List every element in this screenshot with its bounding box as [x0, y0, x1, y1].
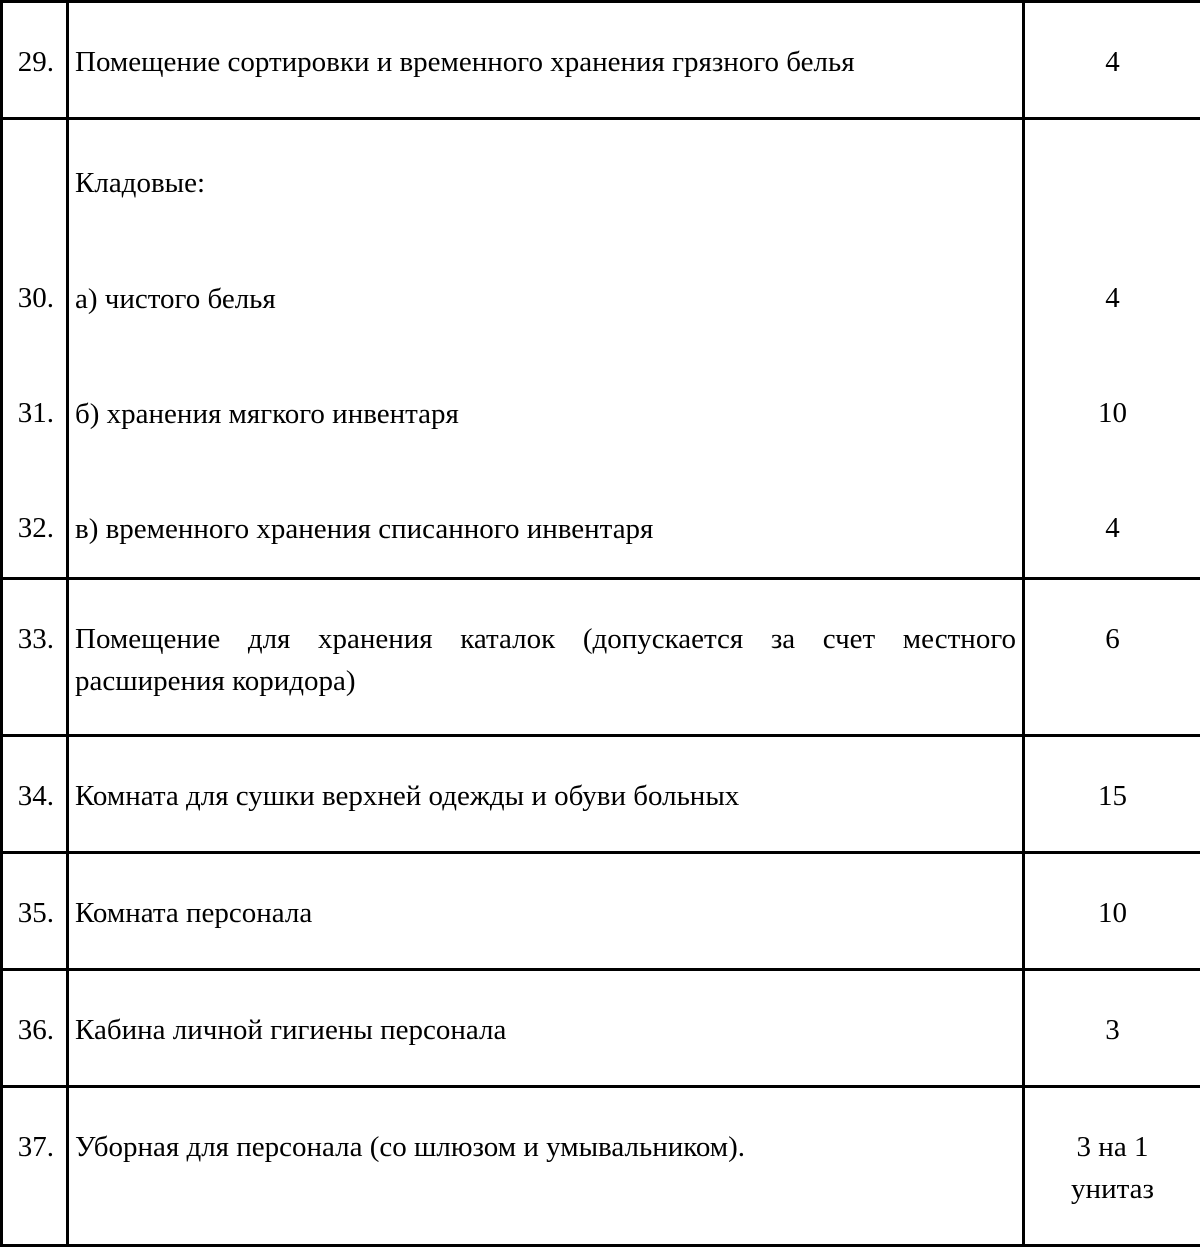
room-area: 15 [1024, 736, 1200, 853]
table-row [2, 736, 1200, 853]
room-name: в) временного хранения списанного инвентаря [75, 508, 1016, 550]
table-row [2, 853, 1200, 970]
room-name: Помещение для хранения каталок (допускается за счет местного расширения коридора) [68, 579, 1024, 736]
room-names [68, 119, 1024, 579]
row-numbers [2, 119, 68, 579]
row-number: 29. [2, 2, 68, 119]
room-area: 3 [1024, 970, 1200, 1087]
room-area: 4 [1025, 277, 1200, 319]
room-name: а) чистого белья [75, 278, 1016, 320]
row-number: 36. [2, 970, 68, 1087]
row-number: 34. [2, 736, 68, 853]
room-areas [1024, 119, 1200, 579]
row-number: 33. [2, 579, 68, 736]
room-area: 3 на 1 унитаз [1024, 1087, 1200, 1246]
row-number: 35. [2, 853, 68, 970]
room-name: Уборная для персонала (со шлюзом и умывальником). [68, 1087, 1024, 1246]
room-area: 4 [1024, 2, 1200, 119]
table-row [2, 1087, 1200, 1246]
room-name: Комната персонала [68, 853, 1024, 970]
room-name: Комната для сушки верхней одежды и обуви больных [68, 736, 1024, 853]
row-number: 32. [3, 507, 54, 549]
table-row [2, 579, 1200, 736]
row-number: 31. [3, 392, 54, 434]
room-area: 6 [1024, 579, 1200, 736]
row-number: 37. [2, 1087, 68, 1246]
room-area: 10 [1025, 392, 1200, 434]
room-name: Помещение сортировки и временного хранения грязного белья [68, 2, 1024, 119]
table-row [2, 2, 1200, 119]
room-name: б) хранения мягкого инвентаря [75, 393, 1016, 435]
row-number: 30. [3, 277, 54, 319]
room-name: Кабина личной гигиены персонала [68, 970, 1024, 1087]
group-header: Кладовые: [75, 162, 1016, 204]
room-area: 10 [1024, 853, 1200, 970]
table-row [2, 970, 1200, 1087]
table-row [2, 119, 1200, 579]
room-area: 4 [1025, 507, 1200, 549]
